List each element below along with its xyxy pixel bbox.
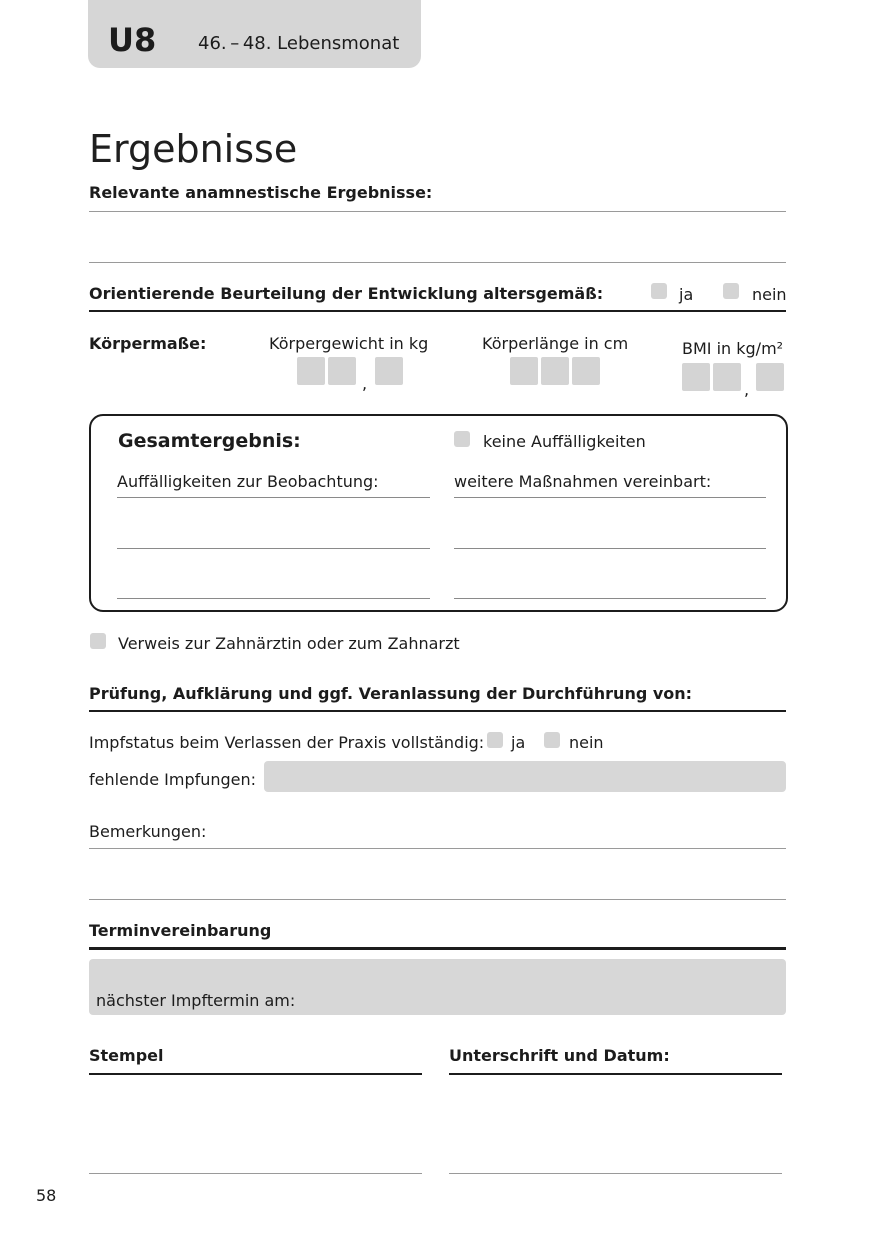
vaccination-no-label: nein xyxy=(569,733,604,752)
bmi-label: BMI in kg/m² xyxy=(682,339,784,358)
vaccination-status-label: Impfstatus beim Verlassen der Praxis vollständig: xyxy=(89,733,485,752)
measures-label: weitere Maßnahmen vereinbart: xyxy=(454,472,712,491)
measures-line-3[interactable] xyxy=(454,598,766,599)
no-findings-checkbox[interactable] xyxy=(454,431,470,447)
section-divider xyxy=(89,947,786,950)
dental-referral-label: Verweis zur Zahnärztin oder zum Zahnarzt xyxy=(118,634,460,653)
stamp-line[interactable] xyxy=(89,1173,422,1174)
measures-line-2[interactable] xyxy=(454,548,766,549)
body-measurements-label: Körpermaße: xyxy=(89,334,207,353)
section-divider xyxy=(89,310,786,312)
development-yes-checkbox[interactable] xyxy=(651,283,667,299)
anamnesis-line-1[interactable] xyxy=(89,211,786,212)
weight-decimal-separator: , xyxy=(362,374,368,393)
age-range: 46. – 48. Lebensmonat xyxy=(198,33,400,54)
length-digit-3[interactable] xyxy=(572,357,600,385)
vaccination-no-checkbox[interactable] xyxy=(544,732,560,748)
stamp-divider xyxy=(89,1073,422,1075)
remarks-label: Bemerkungen: xyxy=(89,822,207,841)
anamnesis-line-2[interactable] xyxy=(89,262,786,263)
signature-label: Unterschrift und Datum: xyxy=(449,1046,670,1065)
vaccination-section-label: Prüfung, Aufklärung und ggf. Veranlassung der Durchführung von: xyxy=(89,684,693,703)
length-digit-1[interactable] xyxy=(510,357,538,385)
observation-line-3[interactable] xyxy=(117,598,430,599)
measures-line-1[interactable] xyxy=(454,497,766,498)
stamp-label: Stempel xyxy=(89,1046,164,1065)
bmi-digit-2[interactable] xyxy=(713,363,741,391)
weight-digit-2[interactable] xyxy=(328,357,356,385)
development-no-checkbox[interactable] xyxy=(723,283,739,299)
section-divider xyxy=(89,710,786,712)
page-number: 58 xyxy=(36,1186,57,1205)
bmi-decimal-digit[interactable] xyxy=(756,363,784,391)
appointment-section-label: Terminvereinbarung xyxy=(89,921,272,940)
observation-label: Auffälligkeiten zur Beobachtung: xyxy=(117,472,379,491)
bmi-digit-1[interactable] xyxy=(682,363,710,391)
next-appointment-label: nächster Impftermin am: xyxy=(96,991,296,1010)
length-digit-2[interactable] xyxy=(541,357,569,385)
weight-digit-1[interactable] xyxy=(297,357,325,385)
anamnesis-label: Relevante anamnestische Ergebnisse: xyxy=(89,183,433,202)
missing-vaccinations-field[interactable] xyxy=(264,761,786,792)
overall-result-title: Gesamtergebnis: xyxy=(118,430,301,452)
development-label: Orientierende Beurteilung der Entwicklung altersgemäß: xyxy=(89,284,604,303)
exam-code: U8 xyxy=(108,21,157,59)
weight-decimal-digit[interactable] xyxy=(375,357,403,385)
signature-divider xyxy=(449,1073,782,1075)
vaccination-yes-label: ja xyxy=(511,733,526,752)
no-findings-label: keine Auffälligkeiten xyxy=(483,432,646,451)
observation-line-2[interactable] xyxy=(117,548,430,549)
signature-line[interactable] xyxy=(449,1173,782,1174)
missing-vaccinations-label: fehlende Impfungen: xyxy=(89,770,257,789)
dental-referral-checkbox[interactable] xyxy=(90,633,106,649)
development-yes-label: ja xyxy=(679,285,694,304)
bmi-decimal-separator: , xyxy=(744,380,750,399)
observation-line-1[interactable] xyxy=(117,497,430,498)
weight-label: Körpergewicht in kg xyxy=(269,334,429,353)
remarks-line-2[interactable] xyxy=(89,899,786,900)
development-no-label: nein xyxy=(752,285,787,304)
page-title: Ergebnisse xyxy=(89,127,298,171)
length-label: Körperlänge in cm xyxy=(482,334,629,353)
remarks-line-1[interactable] xyxy=(89,848,786,849)
vaccination-yes-checkbox[interactable] xyxy=(487,732,503,748)
